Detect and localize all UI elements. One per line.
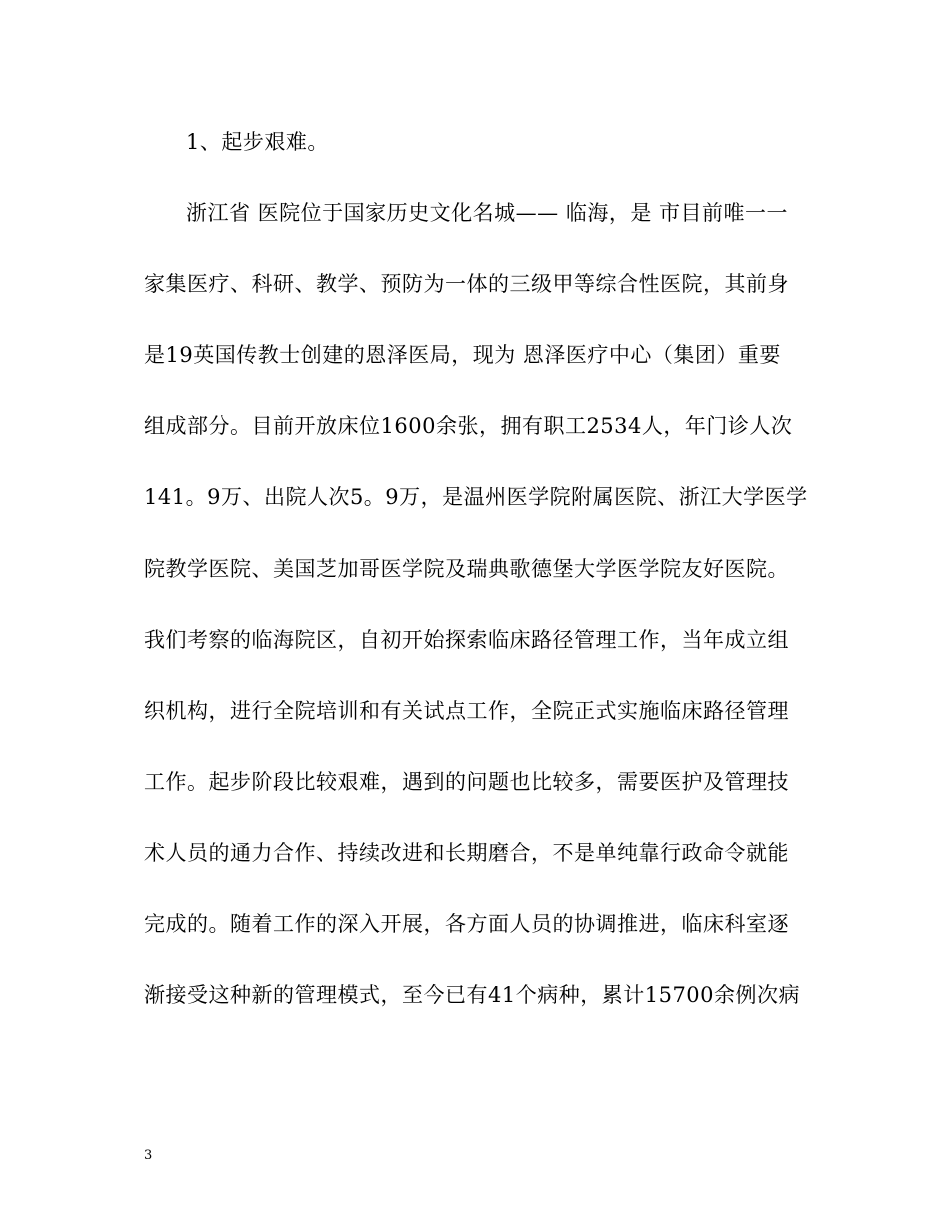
paragraph-line: 工作。起步阶段比较艰难，遇到的问题也比较多，需要医护及管理技 bbox=[144, 770, 789, 794]
paragraph-line: 我们考察的临海院区，自初开始探索临床路径管理工作，当年成立组 bbox=[144, 628, 789, 652]
paragraph-line: 院教学医院、美国芝加哥医学院及瑞典歌德堡大学医学院友好医院。 bbox=[144, 557, 789, 581]
paragraph-line: 浙江省 医院位于国家历史文化名城—— 临海，是 市目前唯一一 bbox=[186, 201, 789, 225]
paragraph-line: 家集医疗、科研、教学、预防为一体的三级甲等综合性医院，其前身 bbox=[144, 272, 789, 296]
paragraph-line: 组成部分。目前开放床位1600余张，拥有职工2534人，年门诊人次 bbox=[144, 414, 793, 438]
page-number: 3 bbox=[144, 1148, 153, 1163]
paragraph-line: 完成的。随着工作的深入开展，各方面人员的协调推进，临床科室逐 bbox=[144, 912, 789, 936]
paragraph-line: 术人员的通力合作、持续改进和长期磨合，不是单纯靠行政命令就能 bbox=[144, 841, 789, 865]
paragraph-line: 141。9万、出院人次5。9万，是温州医学院附属医院、浙江大学医学 bbox=[144, 485, 808, 509]
paragraph-line: 织机构，进行全院培训和有关试点工作，全院正式实施临床路径管理 bbox=[144, 699, 789, 723]
section-heading: 1、起步艰难。 bbox=[186, 130, 329, 154]
paragraph-line: 是19英国传教士创建的恩泽医局，现为 恩泽医疗中心（集团）重要 bbox=[144, 343, 781, 367]
paragraph-line: 渐接受这种新的管理模式，至今已有41个病种，累计15700余例次病 bbox=[144, 983, 801, 1007]
